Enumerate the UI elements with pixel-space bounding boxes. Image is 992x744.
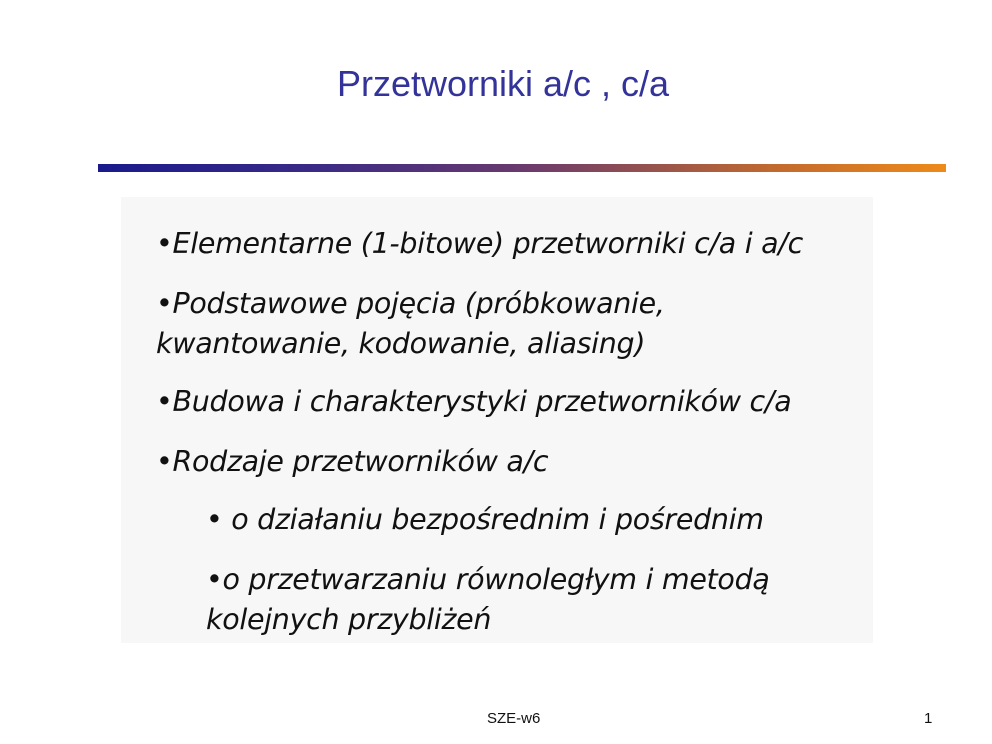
bullet-marker: • xyxy=(206,563,223,596)
bullet-marker: • xyxy=(156,385,173,418)
bullet-item xyxy=(156,442,548,482)
footer-label: SZE-w6 xyxy=(487,710,541,727)
bullet-text: Rodzaje przetworników a/c xyxy=(172,445,549,478)
page-number: 1 xyxy=(924,710,933,727)
bullet-marker: • xyxy=(156,227,173,260)
bullet-text: o przetwarzaniu równoległym i metodą xyxy=(222,563,770,596)
bullet-line xyxy=(206,500,764,540)
bullet-item xyxy=(156,284,665,364)
bullet-text: Elementarne (1-bitowe) przetworniki c/a i a/c xyxy=(172,227,803,260)
bullet-line xyxy=(156,224,803,264)
sub-bullet-item xyxy=(206,500,764,540)
bullet-text: o działaniu bezpośrednim i pośrednim xyxy=(222,503,764,536)
bullet-line xyxy=(206,560,770,600)
bullet-text: Podstawowe pojęcia (próbkowanie, xyxy=(172,287,665,320)
bullet-text: Budowa i charakterystyki przetworników c/a xyxy=(172,385,792,418)
bullet-line: kwantowanie, kodowanie, aliasing) xyxy=(156,327,646,360)
bullet-marker: • xyxy=(156,445,173,478)
bullet-item xyxy=(156,224,803,264)
bullet-marker: • xyxy=(206,503,223,536)
bullet-item xyxy=(156,382,791,422)
bullet-marker: • xyxy=(156,287,173,320)
title-divider xyxy=(98,164,946,172)
bullet-line xyxy=(156,382,791,422)
sub-bullet-item xyxy=(206,560,770,640)
bullet-line xyxy=(156,284,665,324)
bullet-line: kolejnych przybliżeń xyxy=(206,603,492,636)
slide-title: Przetworniki a/c , c/a xyxy=(336,63,670,104)
bullet-line xyxy=(156,442,548,482)
